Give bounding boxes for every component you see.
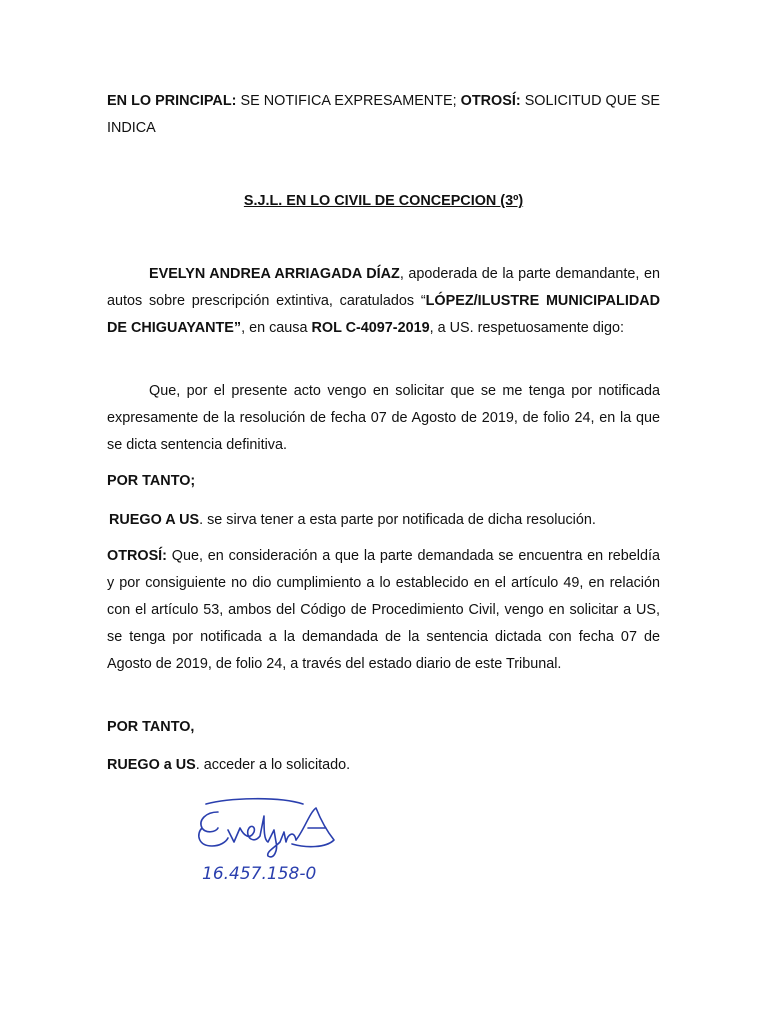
por-tanto-1: [107, 468, 660, 495]
signature-rut: 16.457.158-0: [202, 864, 317, 884]
attorney-name: EVELYN ANDREA ARRIAGADA DÍAZ: [149, 266, 400, 282]
case-name: LÓPEZ/ILUSTRE MUNICIPALIDAD DE CHIGUAYANTE”: [107, 293, 660, 336]
ruego-1: [109, 507, 662, 534]
otrosi-paragraph-text: Que, en consideración a que la parte demandada se encuentra en rebeldía y por consiguiente no dio cumplimiento a lo establecido en el artículo 49, en relación con el artículo 53, ambos del Código de Procedimiento Civil, vengo en solicitar a US, se tenga por notificada a la demandada de la sentencia dictada con fecha 07 de Agosto de 2019, de folio 24, a través del estado diario de este Tribunal.: [107, 548, 660, 672]
ruego-1-text: . se sirva tener a esta parte por notificada de dicha resolución.: [199, 512, 596, 528]
rol-number: ROL C-4097-2019: [311, 320, 430, 336]
ruego-1-label: RUEGO A US: [109, 512, 200, 528]
otrosi-paragraph: [107, 543, 660, 678]
por-tanto-2: [107, 714, 660, 741]
otrosi-text: SOLICITUD QUE SE INDICA: [107, 93, 661, 136]
court-title-line: [107, 188, 660, 215]
otrosi-label: OTROSÍ:: [460, 93, 521, 109]
ruego-2-text: . acceder a lo solicitado.: [195, 757, 351, 773]
court-title: S.J.L. EN LO CIVIL DE CONCEPCION (3º): [243, 193, 524, 209]
por-tanto-1-text: POR TANTO;: [107, 473, 196, 489]
principal-text: SE NOTIFICA EXPRESAMENTE;: [236, 93, 461, 109]
principal-label: EN LO PRINCIPAL:: [107, 93, 237, 109]
ruego-2-label: RUEGO a US: [107, 757, 196, 773]
request-paragraph: Que, por el presente acto vengo en solicitar que se me tenga por notificada expresamente de la resolución de fecha 07 de Agosto de 2019, de folio 24, en la que se dicta sentencia definitiva.: [107, 383, 660, 453]
intro-text-1: , apoderada de la parte demandante, en autos sobre prescripción extintiva, caratulados “: [107, 266, 660, 309]
heading: [107, 88, 660, 142]
ruego-2: [107, 752, 660, 779]
intro-text-3: , a US. respetuosamente digo:: [429, 320, 624, 336]
intro-paragraph: [107, 261, 660, 342]
otrosi-paragraph-label: OTROSÍ:: [107, 548, 167, 564]
intro-text-2: , en causa: [241, 320, 312, 336]
por-tanto-2-text: POR TANTO,: [107, 719, 195, 735]
handwritten-signature: [188, 790, 348, 890]
